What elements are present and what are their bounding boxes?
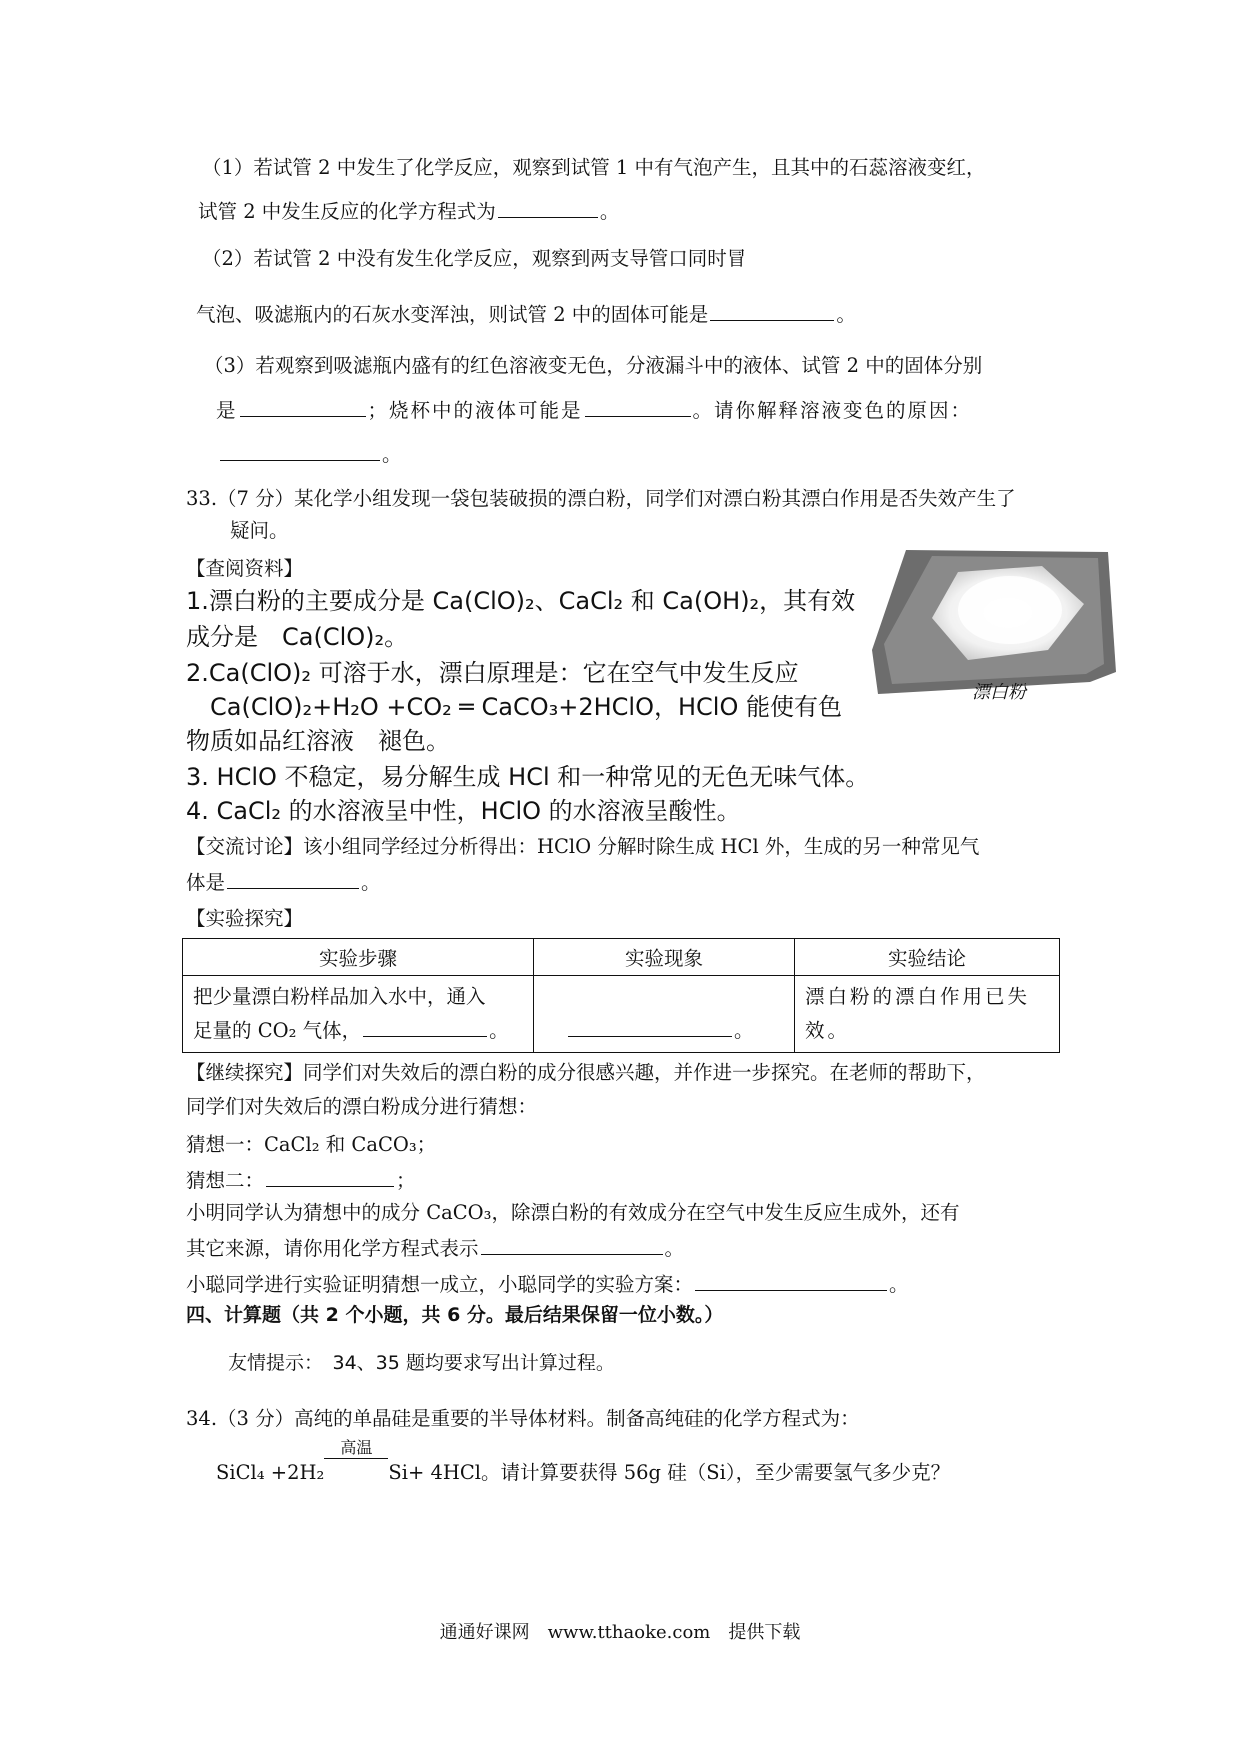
q1-line1: （1）若试管 2 中发生了化学反应，观察到试管 1 中有气泡产生，且其中的石蕊溶液变红， — [202, 156, 986, 179]
reference-2b: Ca(ClO)₂+H₂O +CO₂ ═ CaCO₃+2HClO，HClO 能使有色 — [210, 693, 842, 721]
answer-blank[interactable] — [266, 1166, 394, 1187]
answer-blank[interactable] — [220, 440, 380, 461]
table-cell-phenomenon: 。 — [534, 976, 795, 1053]
discussion-line2: 体是 。 — [186, 868, 381, 896]
answer-blank[interactable] — [481, 1234, 663, 1255]
table-header: 实验步骤 — [183, 939, 534, 976]
answer-blank[interactable] — [710, 300, 834, 321]
q34-line2: SiCl₄ +2H₂ 高温 Si+ 4HCl。请计算要获得 56g 硅（Si），至少需要氢气多少克？ — [216, 1438, 951, 1484]
table-header: 实验结论 — [795, 939, 1060, 976]
answer-blank[interactable] — [240, 396, 366, 417]
reference-4: 4. CaCl₂ 的水溶液呈中性，HClO 的水溶液呈酸性。 — [186, 797, 741, 825]
q2-line1: （2）若试管 2 中没有发生化学反应，观察到两支导管口同时冒 — [202, 247, 747, 270]
q3-line1: （3）若观察到吸滤瓶内盛有的红色溶液变无色，分液漏斗中的液体、试管 2 中的固体分别 — [204, 354, 983, 377]
reference-2c: 物质如品红溶液 褪色。 — [186, 727, 450, 755]
discussion-line1: 【交流讨论】该小组同学经过分析得出：HClO 分解时除生成 HCl 外，生成的另一种常见气 — [186, 835, 980, 858]
answer-blank[interactable] — [363, 1016, 487, 1037]
q3-line3: 。 — [218, 440, 402, 468]
answer-blank[interactable] — [498, 197, 598, 218]
cong-line: 小聪同学进行实验证明猜想一成立，小聪同学的实验方案： 。 — [186, 1270, 909, 1298]
answer-blank[interactable] — [585, 396, 691, 417]
section-4-title: 四、计算题（共 2 个小题，共 6 分。最后结果保留一位小数。） — [186, 1304, 724, 1326]
reference-1a: 1.漂白粉的主要成分是 Ca(ClO)₂、CaCl₂ 和 Ca(OH)₂，其有效 — [186, 587, 856, 615]
friendly-tip: 友情提示： 34、35 题均要求写出计算过程。 — [228, 1352, 615, 1374]
table-cell-conclusion: 漂白粉的漂白作用已失效。 — [795, 976, 1060, 1053]
continue-line1: 【继续探究】同学们对失效后的漂白粉的成分很感兴趣，并作进一步探究。在老师的帮助下， — [186, 1061, 986, 1084]
q1-line2: 试管 2 中发生反应的化学方程式为 。 — [198, 197, 619, 225]
q2-line2: 气泡、吸滤瓶内的石灰水变浑浊，则试管 2 中的固体可能是 。 — [196, 300, 856, 328]
table-header: 实验现象 — [534, 939, 795, 976]
bleaching-powder-image — [872, 548, 1116, 696]
ming-line1: 小明同学认为猜想中的成分 CaCO₃，除漂白粉的有效成分在空气中发生反应生成外，还有 — [186, 1201, 960, 1224]
continue-line2: 同学们对失效后的漂白粉成分进行猜想： — [186, 1095, 538, 1118]
answer-blank[interactable] — [695, 1270, 887, 1291]
guess-2: 猜想二： ； — [186, 1166, 416, 1194]
reference-3: 3. HClO 不稳定，易分解生成 HCl 和一种常见的无色无味气体。 — [186, 763, 870, 791]
table-cell-step: 把少量漂白粉样品加入水中，通入 足量的 CO₂ 气体， 。 — [183, 976, 534, 1053]
ming-line2: 其它来源，请你用化学方程式表示 。 — [186, 1234, 684, 1262]
image-caption: 漂白粉 — [972, 682, 1026, 703]
reaction-condition: 高温 — [324, 1460, 388, 1486]
q34-line1: 34.（3 分）高纯的单晶硅是重要的半导体材料。制备高纯硅的化学方程式为： — [186, 1407, 860, 1430]
page-footer: 通通好课网 www.tthaoke.com 提供下载 — [439, 1622, 801, 1643]
section-experiment: 【实验探究】 — [186, 907, 304, 930]
q3-line2: 是 ；烧杯中的液体可能是 。请你解释溶液变色的原因： — [216, 396, 972, 424]
experiment-table — [182, 938, 1060, 1053]
answer-blank[interactable] — [568, 1016, 732, 1037]
reference-2a: 2.Ca(ClO)₂ 可溶于水，漂白原理是：它在空气中发生反应 — [186, 659, 799, 687]
reference-1b: 成分是 Ca(ClO)₂。 — [186, 623, 409, 651]
q33-line2: 疑问。 — [230, 519, 289, 542]
section-lookup: 【查阅资料】 — [186, 557, 304, 580]
answer-blank[interactable] — [227, 868, 359, 889]
q33-line1: 33.（7 分）某化学小组发现一袋包装破损的漂白粉，同学们对漂白粉其漂白作用是否失效产生了 — [186, 487, 1016, 510]
guess-1: 猜想一：CaCl₂ 和 CaCO₃； — [186, 1133, 437, 1156]
